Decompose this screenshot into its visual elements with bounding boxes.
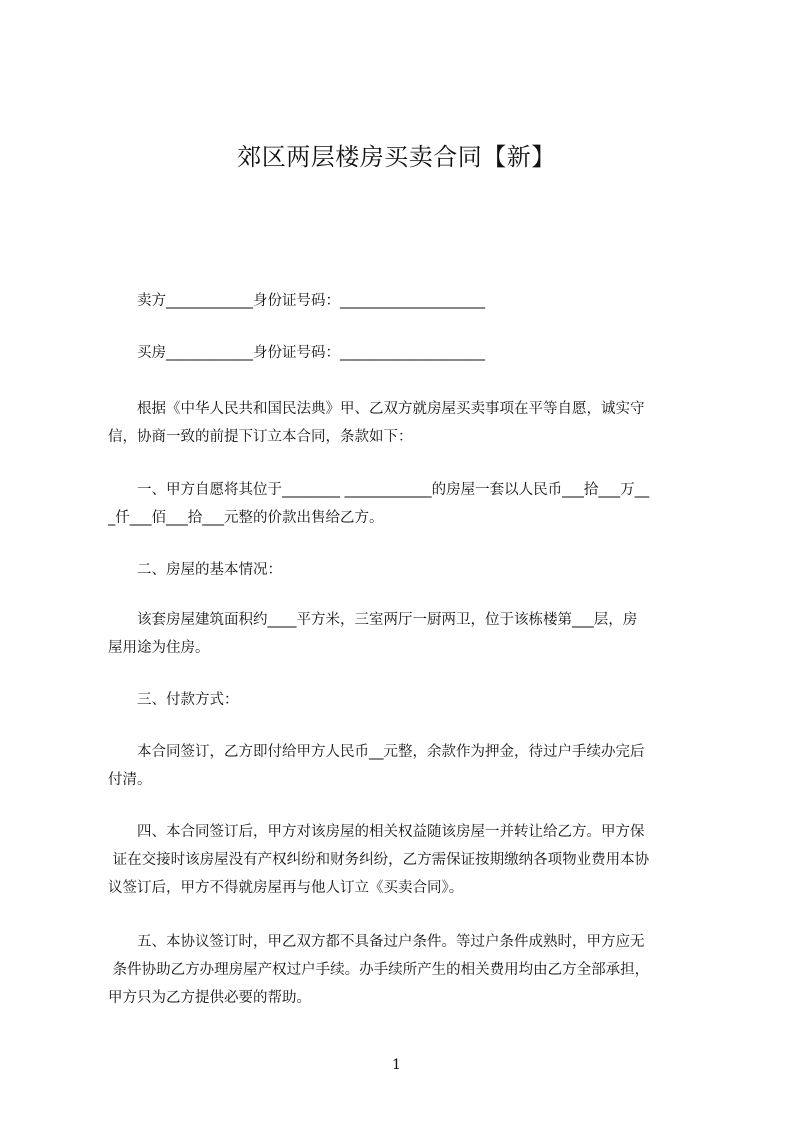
clause-2-heading-text: 二、房屋的基本情况： [137, 562, 282, 578]
preamble-paragraph [108, 395, 708, 451]
clause-4-line-1: 四、本合同签订后，甲方对该房屋的相关权益随该房屋一并转让给乙方。甲方保 [137, 824, 645, 840]
clause-2-heading [108, 556, 708, 584]
preamble-line-2: 信，协商一致的前提下订立本合同，条款如下： [108, 429, 413, 445]
clause-2-line-1: 该套房屋建筑面积约____平方米，三室两厅一厨两卫，位于该栋楼第___层，房 [137, 612, 638, 628]
clause-5-paragraph [108, 928, 708, 1012]
clause-4-line-3: 议签订后，甲方不得就房屋再与他人订立《买卖合同》。 [108, 880, 464, 896]
clause-4-line-2: 证在交接时该房屋没有产权纠纷和财务纠纷，乙方需保证按期缴纳各项物业费用本协 [108, 852, 650, 868]
clause-1-line-1: 一、甲方自愿将其位于________ ____________的房屋一套以人民币___拾___万__ [137, 482, 650, 498]
clause-5-line-1: 五、本协议签订时，甲乙双方都不具备过户条件。等过户条件成熟时，甲方应无 [137, 934, 645, 950]
clause-4-paragraph [108, 818, 708, 902]
clause-5-line-3: 甲方只为乙方提供必要的帮助。 [108, 990, 311, 1006]
clause-1-line-2: _仟___佰___拾___元整的价款出售给乙方。 [108, 510, 384, 526]
document-title: 郊区两层楼房买卖合同【新】 [237, 143, 556, 171]
clause-3-line-1: 本合同签订，乙方即付给甲方人民币__元整，余款作为押金，待过户手续办完后 [137, 744, 645, 760]
page-number: 1 [392, 1057, 401, 1073]
buyer-line [108, 339, 708, 367]
clause-3-paragraph [108, 738, 708, 794]
buyer-text: 买房____________身份证号码：____________________ [137, 345, 485, 361]
preamble-line-1: 根据《中华人民共和国民法典》甲、乙双方就房屋买卖事项在平等自愿，诚实守 [137, 401, 645, 417]
clause-2-paragraph [108, 606, 708, 662]
clause-3-heading [108, 686, 708, 714]
seller-text: 卖方____________身份证号码：____________________ [137, 293, 485, 309]
clause-3-line-2: 付清。 [108, 772, 152, 788]
seller-line [108, 287, 708, 315]
clause-1-paragraph [108, 476, 708, 532]
clause-3-heading-text: 三、付款方式： [137, 692, 239, 708]
clause-2-line-2: 屋用途为住房。 [108, 640, 210, 656]
clause-5-line-2: 条件协助乙方办理房屋产权过户手续。办手续所产生的相关费用均由乙方全部承担， [108, 962, 650, 978]
